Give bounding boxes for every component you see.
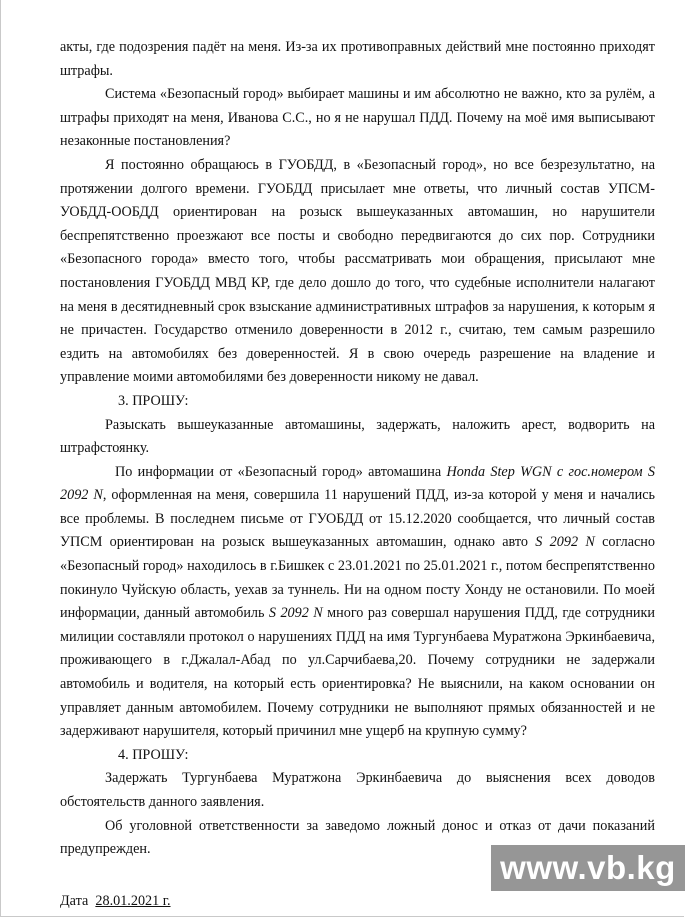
heading-request-3: 3. ПРОШУ: — [118, 392, 189, 409]
date-label: Дата — [60, 893, 89, 909]
date-value: 28.01.2021 г. — [95, 893, 171, 909]
paragraph-safe-city: Система «Безопасный город» выбирает машины и им абсолютно не важно, кто за рулём, а штрафы приходят на меня, Иванова С.С., но я не нарушал ПДД. Почему на моё имя выписывают незаконные постановления? — [60, 86, 655, 150]
plate-number: S 2092 N — [535, 534, 595, 551]
text-segment: много раз совершал нарушения ПДД, где сотрудники милиции составляли протокол о нарушениях ПДД на имя Тургунбаева Муратжона Эркинбаевича, проживающего в г.Джалал-Абад по ул.Сарчибаева,20. Почему сотрудники не задержали автомобиль и водителя, на который есть ориентировка? Не выяснили, на каком основании он управляет данным автомобилем. Почему сотрудники не выполняют прямых обязанностей и не задерживают нарушителя, который причинил мне ущерб на крупную сумму? — [60, 605, 655, 740]
document-body — [60, 36, 655, 862]
paragraph-warning: Об уголовной ответственности за заведомо ложный донос и отказ от дачи показаний предупрежден. — [60, 817, 655, 858]
heading-request-4: 4. ПРОШУ: — [118, 746, 189, 763]
paragraph-request-3: Разыскать вышеуказанные автомашины, задержать, наложить арест, водворить на штрафстоянку. — [60, 416, 655, 457]
text-segment: , оформленная на меня, совершила 11 нарушений ПДД, из-за которой у меня и начались все проблемы. В последнем письме от ГУОБДД от 15.12.2020 сообщается, что личный состав УПСМ ориентирован на розыск вышеуказанных автомашин, однако авто — [60, 487, 655, 551]
text-segment: согласно «Безопасный город» находилось в г.Бишкек с 23.01.2021 по 25.01.2021 г., потом беспрепятственно покинуло Чуйскую область, уехав за туннель. Ни на одном посту Хонду не остановили. По моей информации, данный автомобиль — [60, 534, 655, 622]
car-name: Honda Step WGN с гос.номером S 2092 N — [60, 463, 655, 504]
paragraph-request-4: Задержать Тургунбаева Муратжона Эркинбаевича до выяснения всех доводов обстоятельств данного заявления. — [60, 770, 655, 810]
paragraph-intro-tail: акты, где подозрения падёт на меня. Из-за их противоправных действий мне постоянно приходят штрафы. — [60, 39, 655, 79]
paragraph-honda-info — [60, 461, 655, 744]
paragraph-appeals: Я постоянно обращаюсь в ГУОБДД, в «Безопасный город», но все безрезультатно, на протяжении долгого времени. ГУОБДД присылает мне ответы, что личный состав УПСМ-УОБДД-ООБДД ориентирован на розыск вышеуказанных автомашин, но нарушители беспрепятственно проезжают все посты и свободно передвигаются до сих пор. Сотрудники «Безопасного города» вместо того, чтобы рассматривать мои обращения, присылают мне постановления ГУОБДД МВД КР, где дело дошло до того, что судебные исполнители налагают на меня в десятидневный срок взыскание административных штрафов за нарушения, к которым я не причастен. Государство отменило доверенности в 2012 г., считаю, тем самым разрешило ездить на автомобилях без доверенностей. Я в свою очередь разрешение на владение и управление моими автомобилями без доверенности никому не давал. — [60, 156, 655, 386]
date-line — [60, 891, 171, 911]
text-segment: По информации от «Безопасный город» автомашина — [115, 463, 447, 480]
watermark-logo: www.vb.kg — [491, 845, 685, 891]
plate-number: S 2092 N — [268, 605, 323, 622]
